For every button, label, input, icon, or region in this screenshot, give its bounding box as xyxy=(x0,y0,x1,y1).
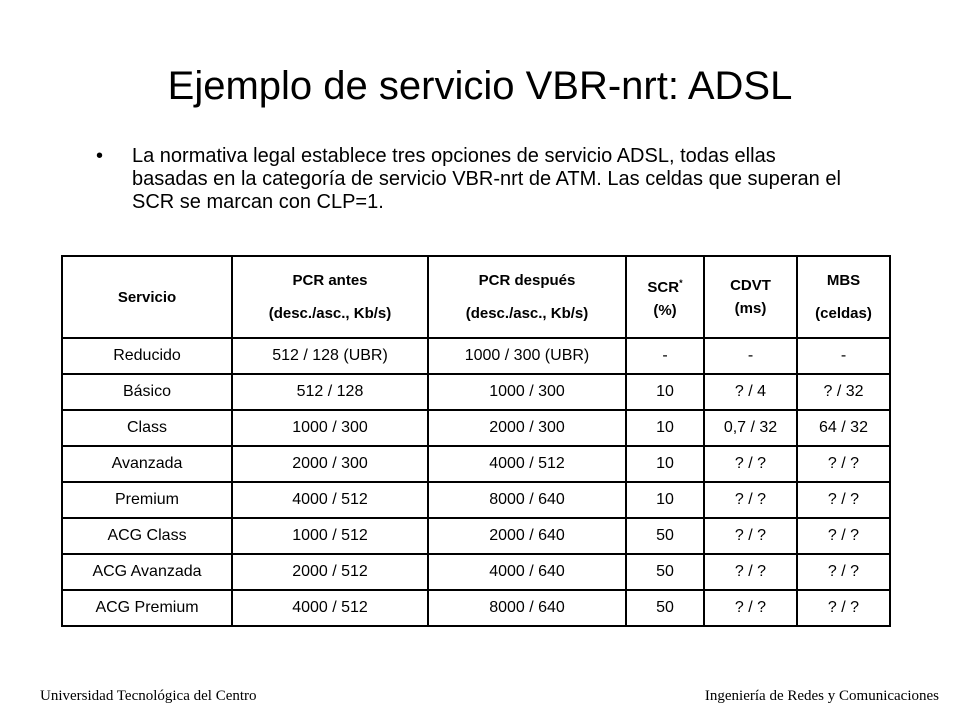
cell-pcr-despues: 1000 / 300 (UBR) xyxy=(428,338,626,374)
cell-mbs: ? / 32 xyxy=(797,374,890,410)
adsl-service-table xyxy=(61,255,891,627)
header-servicio-label: Servicio xyxy=(117,288,177,306)
cell-scr: - xyxy=(626,338,704,374)
cell-scr: 50 xyxy=(626,554,704,590)
cell-mbs: 64 / 32 xyxy=(797,410,890,446)
cell-servicio: Class xyxy=(62,410,232,446)
cell-servicio: Premium xyxy=(62,482,232,518)
cell-scr: 10 xyxy=(626,482,704,518)
cell-cdvt: 0,7 / 32 xyxy=(704,410,797,446)
cell-pcr-despues: 1000 / 300 xyxy=(428,374,626,410)
cell-mbs: ? / ? xyxy=(797,446,890,482)
header-scr-footnote-mark: * xyxy=(679,278,683,288)
header-scr-line1: SCR xyxy=(647,279,680,296)
header-pcr-despues xyxy=(428,256,626,338)
header-mbs-line2: (celdas) xyxy=(815,305,872,322)
cell-pcr-despues: 8000 / 640 xyxy=(428,590,626,626)
header-mbs-line1: MBS xyxy=(826,272,861,289)
table-row xyxy=(62,410,890,446)
cell-scr: 10 xyxy=(626,374,704,410)
cell-scr: 50 xyxy=(626,518,704,554)
table-header-row xyxy=(62,256,890,338)
header-pcr-antes-line2: (desc./asc., Kb/s) xyxy=(268,305,392,322)
cell-mbs: ? / ? xyxy=(797,554,890,590)
header-cdvt-line1: CDVT xyxy=(730,277,771,294)
cell-pcr-despues: 4000 / 640 xyxy=(428,554,626,590)
cell-servicio: ACG Class xyxy=(62,518,232,554)
cell-cdvt: ? / ? xyxy=(704,518,797,554)
cell-mbs: ? / ? xyxy=(797,518,890,554)
cell-mbs: ? / ? xyxy=(797,590,890,626)
cell-pcr-antes: 512 / 128 (UBR) xyxy=(232,338,428,374)
cell-cdvt: ? / ? xyxy=(704,554,797,590)
table-row xyxy=(62,374,890,410)
header-servicio xyxy=(62,256,232,338)
header-pcr-antes-line1: PCR antes xyxy=(292,272,368,289)
header-pcr-antes xyxy=(232,256,428,338)
slide-title: Ejemplo de servicio VBR-nrt: ADSL xyxy=(167,64,793,108)
header-cdvt-line2: (ms) xyxy=(734,300,767,317)
cell-pcr-antes: 1000 / 300 xyxy=(232,410,428,446)
cell-scr: 50 xyxy=(626,590,704,626)
cell-pcr-antes: 4000 / 512 xyxy=(232,482,428,518)
header-pcr-despues-line2: (desc./asc., Kb/s) xyxy=(465,305,589,322)
header-mbs xyxy=(797,256,890,338)
header-scr xyxy=(626,256,704,338)
header-scr-line2: (%) xyxy=(653,302,677,319)
cell-cdvt: ? / ? xyxy=(704,482,797,518)
cell-servicio: ACG Avanzada xyxy=(62,554,232,590)
header-pcr-despues-line1: PCR después xyxy=(478,272,576,289)
cell-mbs: - xyxy=(797,338,890,374)
cell-cdvt: - xyxy=(704,338,797,374)
table-row xyxy=(62,590,890,626)
table-row xyxy=(62,518,890,554)
cell-pcr-despues: 4000 / 512 xyxy=(428,446,626,482)
table-row xyxy=(62,554,890,590)
header-cdvt xyxy=(704,256,797,338)
cell-pcr-despues: 2000 / 300 xyxy=(428,410,626,446)
table-row xyxy=(62,446,890,482)
cell-cdvt: ? / ? xyxy=(704,590,797,626)
table-row xyxy=(62,482,890,518)
cell-scr: 10 xyxy=(626,410,704,446)
cell-cdvt: ? / 4 xyxy=(704,374,797,410)
table-row xyxy=(62,338,890,374)
cell-pcr-antes: 1000 / 512 xyxy=(232,518,428,554)
cell-cdvt: ? / ? xyxy=(704,446,797,482)
cell-servicio: Avanzada xyxy=(62,446,232,482)
cell-pcr-antes: 2000 / 512 xyxy=(232,554,428,590)
cell-servicio: ACG Premium xyxy=(62,590,232,626)
cell-scr: 10 xyxy=(626,446,704,482)
cell-mbs: ? / ? xyxy=(797,482,890,518)
cell-pcr-despues: 8000 / 640 xyxy=(428,482,626,518)
cell-servicio: Básico xyxy=(62,374,232,410)
bullet-dot-icon: • xyxy=(96,145,104,167)
cell-servicio: Reducido xyxy=(62,338,232,374)
footer-university: Universidad Tecnológica del Centro xyxy=(40,688,257,704)
cell-pcr-antes: 4000 / 512 xyxy=(232,590,428,626)
cell-pcr-antes: 512 / 128 xyxy=(232,374,428,410)
footer-course: Ingeniería de Redes y Comunicaciones xyxy=(704,688,939,704)
cell-pcr-antes: 2000 / 300 xyxy=(232,446,428,482)
bullet-text: La normativa legal establece tres opciones de servicio ADSL, todas ellas basadas en la categoría de servicio VBR-nrt de ATM. Las celdas que superan el SCR se marcan con CLP=1. xyxy=(132,145,841,213)
cell-pcr-despues: 2000 / 640 xyxy=(428,518,626,554)
